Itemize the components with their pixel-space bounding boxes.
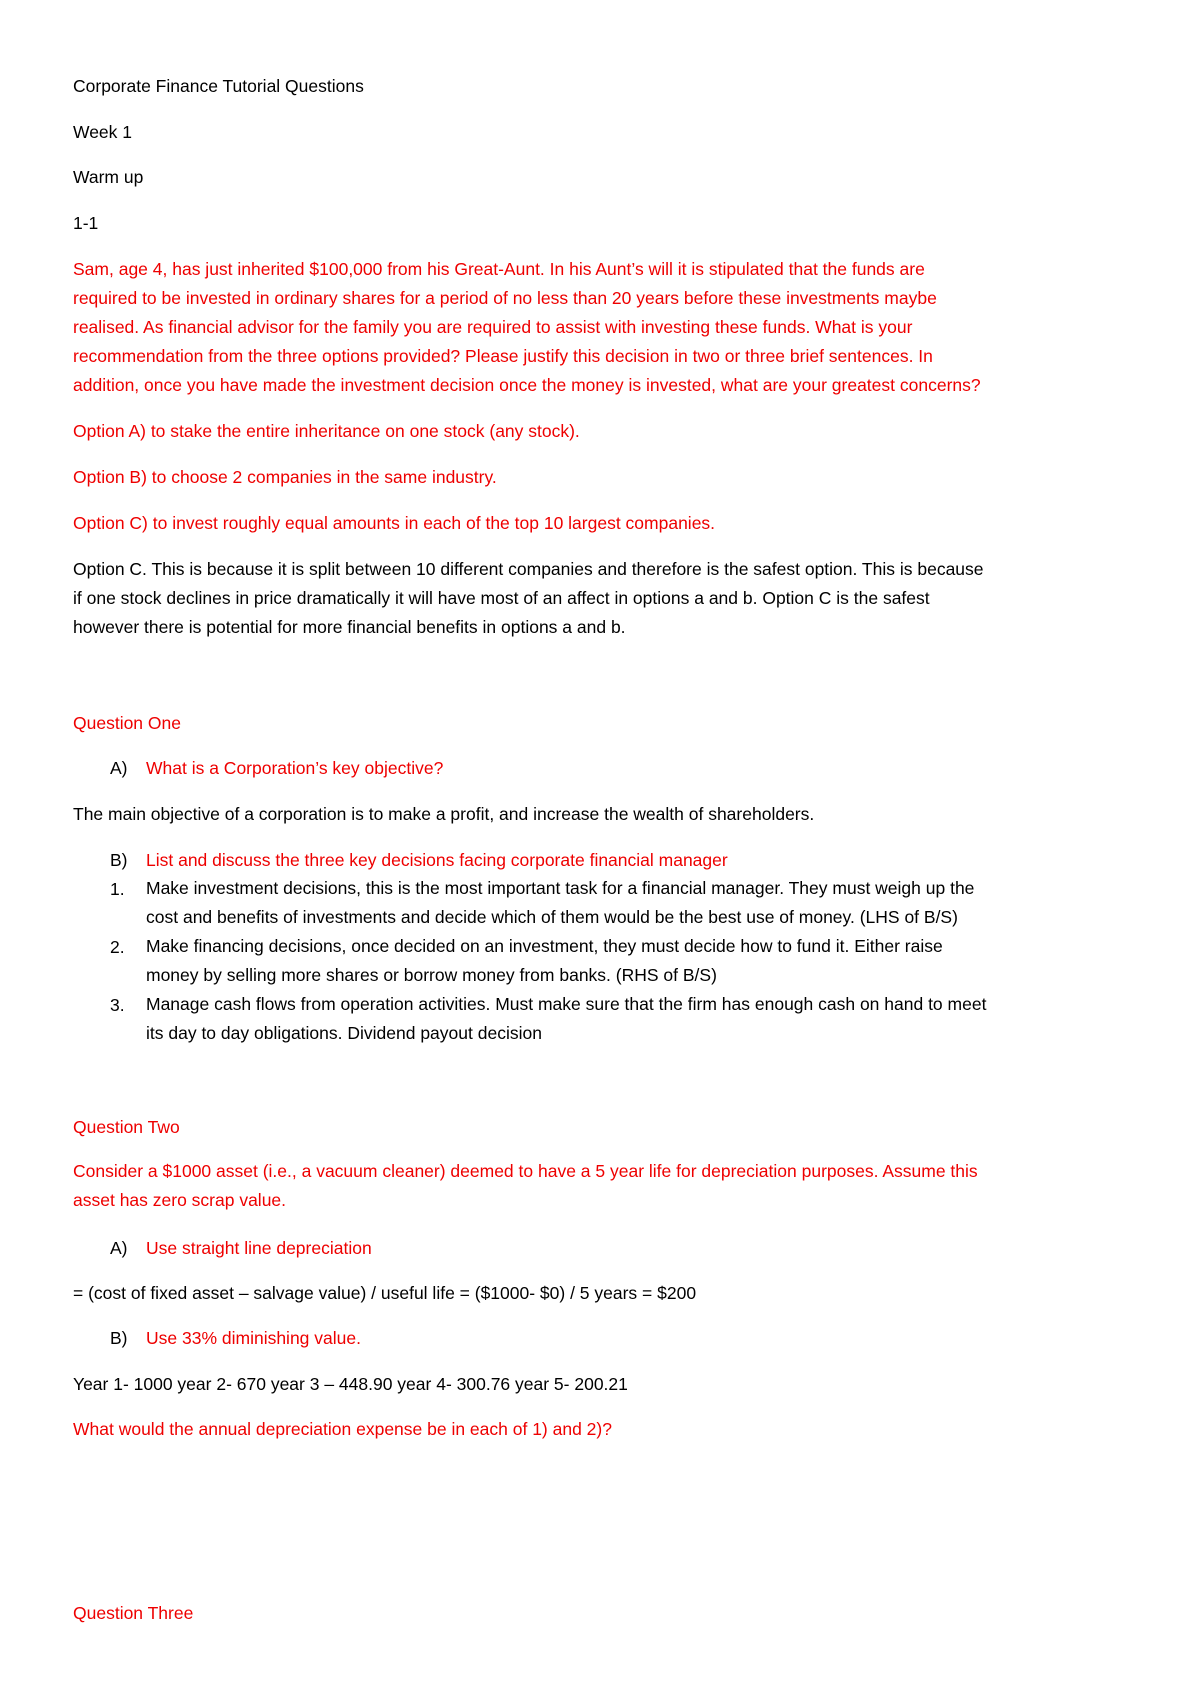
question-two-heading: Question Two bbox=[73, 1117, 180, 1137]
list-item bbox=[146, 932, 1146, 990]
list-item bbox=[146, 874, 1146, 932]
option-c: Option C) to invest roughly equal amounts in each of the top 10 largest companies. bbox=[73, 513, 716, 533]
question-two-part-a: Use straight line depreciation bbox=[146, 1238, 372, 1258]
list-marker: B) bbox=[110, 1328, 128, 1348]
warmup-label: Warm up bbox=[73, 167, 144, 187]
section-number: 1-1 bbox=[73, 213, 99, 233]
question-two-prompt-line: asset has zero scrap value. bbox=[73, 1190, 287, 1210]
question-two-followup: What would the annual depreciation expense be in each of 1) and 2)? bbox=[73, 1419, 612, 1439]
list-item-line: Manage cash flows from operation activities. Must make sure that the firm has enough cash on hand to meet bbox=[146, 994, 987, 1014]
week-label: Week 1 bbox=[73, 122, 133, 142]
warmup-answer bbox=[73, 555, 1143, 642]
question-one-heading: Question One bbox=[73, 713, 181, 733]
list-item-line: its day to day obligations. Dividend payout decision bbox=[146, 1023, 542, 1043]
warmup-answer-line: Option C. This is because it is split between 10 different companies and therefore is the safest option. This is because bbox=[73, 559, 984, 579]
question-two-part-b-answer: Year 1- 1000 year 2- 670 year 3 – 448.90 year 4- 300.76 year 5- 200.21 bbox=[73, 1374, 628, 1394]
list-marker: A) bbox=[110, 758, 128, 778]
list-marker: B) bbox=[110, 850, 128, 870]
list-marker: 2. bbox=[110, 937, 125, 957]
question-two-prompt-line: Consider a $1000 asset (i.e., a vacuum cleaner) deemed to have a 5 year life for depreciation purposes. Assume this bbox=[73, 1161, 978, 1181]
list-item-line: Make investment decisions, this is the most important task for a financial manager. They must weigh up the bbox=[146, 878, 975, 898]
warmup-question-line: recommendation from the three options provided? Please justify this decision in two or three brief sentences. In bbox=[73, 346, 933, 366]
warmup-question bbox=[73, 255, 1143, 400]
list-marker: 1. bbox=[110, 879, 125, 899]
question-one-part-b: List and discuss the three key decisions facing corporate financial manager bbox=[146, 850, 728, 870]
list-item-line: Make financing decisions, once decided on an investment, they must decide how to fund it. Either raise bbox=[146, 936, 943, 956]
list-marker: A) bbox=[110, 1238, 128, 1258]
warmup-question-line: addition, once you have made the investment decision once the money is invested, what are your greatest concerns? bbox=[73, 375, 981, 395]
warmup-answer-line: if one stock declines in price dramatically it will have most of an affect in options a and b. Option C is the safest bbox=[73, 588, 930, 608]
option-b: Option B) to choose 2 companies in the same industry. bbox=[73, 467, 497, 487]
question-one-part-a-answer: The main objective of a corporation is to make a profit, and increase the wealth of shareholders. bbox=[73, 804, 815, 824]
question-three-heading: Question Three bbox=[73, 1603, 194, 1623]
warmup-question-line: realised. As financial advisor for the family you are required to assist with investing these funds. What is your bbox=[73, 317, 913, 337]
warmup-question-line: required to be invested in ordinary shares for a period of no less than 20 years before these investments maybe bbox=[73, 288, 937, 308]
question-two-prompt bbox=[73, 1157, 1143, 1215]
list-marker: 3. bbox=[110, 995, 125, 1015]
question-two-part-a-answer: = (cost of fixed asset – salvage value) / useful life = ($1000- $0) / 5 years = $200 bbox=[73, 1283, 697, 1303]
question-one-part-a: What is a Corporation’s key objective? bbox=[146, 758, 444, 778]
list-item bbox=[146, 990, 1146, 1048]
question-two-part-b: Use 33% diminishing value. bbox=[146, 1328, 361, 1348]
warmup-answer-line: however there is potential for more financial benefits in options a and b. bbox=[73, 617, 626, 637]
warmup-question-line: Sam, age 4, has just inherited $100,000 from his Great-Aunt. In his Aunt’s will it is stipulated that the funds are bbox=[73, 259, 925, 279]
document-title: Corporate Finance Tutorial Questions bbox=[73, 76, 364, 96]
list-item-line: money by selling more shares or borrow money from banks. (RHS of B/S) bbox=[146, 965, 717, 985]
list-item-line: cost and benefits of investments and decide which of them would be the best use of money. (LHS of B/S) bbox=[146, 907, 958, 927]
option-a: Option A) to stake the entire inheritance on one stock (any stock). bbox=[73, 421, 580, 441]
